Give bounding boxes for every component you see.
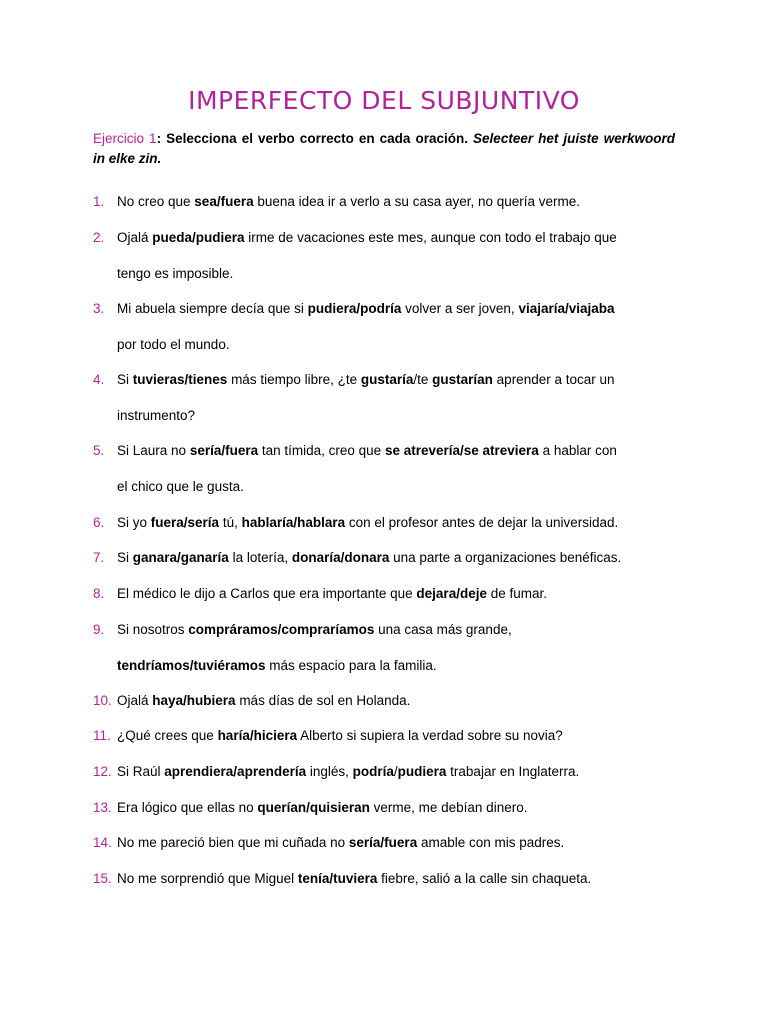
item-number: 1. (93, 194, 105, 209)
item-number: 5. (93, 443, 105, 458)
verb-choice: aprendiera/aprendería (164, 764, 307, 779)
exercise-instruction (93, 129, 675, 169)
sentence-text: trabajar en Inglaterra. (446, 764, 580, 779)
sentence-text: una parte a organizaciones benéficas. (389, 550, 622, 565)
item-number: 2. (93, 230, 105, 245)
sentence-text: volver a ser joven, (401, 301, 519, 316)
item-number: 10. (93, 693, 112, 708)
verb-choice: querían/quisieran (257, 800, 370, 815)
verb-choice: tenía/tuviera (297, 871, 378, 886)
instruction-spanish: Selecciona el verbo correcto en cada oración. (166, 131, 468, 146)
exercise-colon: : (156, 131, 162, 146)
item-number: 6. (93, 515, 105, 530)
verb-choice: haya/hubiera (152, 693, 236, 708)
sentence-line (117, 869, 591, 889)
sentence-text: irme de vacaciones este mes, aunque con todo el trabajo que (244, 230, 617, 245)
verb-choice: viajaría/viajaba (518, 301, 615, 316)
sentence-text: No creo que (117, 194, 195, 209)
sentence-text: Si Laura no (117, 443, 190, 458)
sentence-line (117, 548, 621, 568)
sentence-line-continuation (117, 264, 233, 284)
verb-choice: gustarían (432, 372, 493, 387)
sentence-line (117, 192, 580, 212)
sentence-line-continuation (117, 656, 437, 676)
item-number: 8. (93, 586, 105, 601)
item-number: 9. (93, 622, 105, 637)
verb-choice: sea/fuera (194, 194, 254, 209)
sentence-text: Si nosotros (117, 622, 189, 637)
sentence-line (117, 299, 615, 319)
sentence-text: a hablar con (538, 443, 617, 458)
sentence-text: aprender a tocar un (492, 372, 615, 387)
page-title: IMPERFECTO DEL SUBJUNTIVO (188, 86, 580, 115)
sentence-line (117, 798, 527, 818)
sentence-line (117, 228, 617, 248)
verb-choice: ganara/ganaría (132, 550, 229, 565)
exercise-label: Ejercicio 1 (93, 131, 157, 146)
sentence-text: la lotería, (228, 550, 292, 565)
verb-choice: compráramos/compraríamos (188, 622, 375, 637)
sentence-text: más espacio para la familia. (265, 657, 437, 673)
verb-choice: podría (352, 764, 394, 779)
verb-choice: sería/fuera (189, 443, 259, 458)
verb-choice: donaría/donara (291, 550, 390, 565)
sentence-text: amable con mis padres. (417, 835, 565, 850)
sentence-text: ¿Qué crees que (117, 728, 218, 743)
sentence-text: una casa más grande, (374, 622, 512, 637)
sentence-text: Ojalá (117, 230, 153, 245)
sentence-line (117, 584, 547, 604)
item-number: 3. (93, 301, 105, 316)
sentence-line (117, 691, 410, 711)
sentence-text: instrumento? (117, 407, 196, 423)
sentence-text: buena idea ir a verlo a su casa ayer, no quería verme. (253, 194, 581, 209)
verb-choice: dejara/deje (416, 586, 487, 601)
sentence-line-continuation (117, 335, 230, 355)
sentence-text: Era lógico que ellas no (117, 800, 258, 815)
sentence-text: tan tímida, creo que (258, 443, 385, 458)
verb-choice: sería/fuera (348, 835, 418, 850)
item-number: 13. (93, 800, 112, 815)
verb-choice: pudiera/podría (307, 301, 402, 316)
sentence-text: tú, (219, 515, 242, 530)
verb-choice: fuera/sería (150, 515, 220, 530)
sentence-text: El médico le dijo a Carlos que era importante que (117, 586, 417, 601)
verb-choice: se atrevería/se atreviera (384, 443, 539, 458)
sentence-text: / (393, 764, 398, 779)
sentence-line (117, 833, 564, 853)
sentence-text: Si (117, 550, 133, 565)
instruction-dutch: Selecteer het juiste werkwoord in elke zin. (93, 131, 675, 166)
verb-choice: pueda/pudiera (152, 230, 245, 245)
sentence-line (117, 726, 563, 746)
sentence-text: tengo es imposible. (117, 265, 234, 281)
sentence-text: más días de sol en Holanda. (235, 693, 411, 708)
sentence-text: Si (117, 372, 133, 387)
item-number: 12. (93, 764, 112, 779)
sentence-line (117, 762, 579, 782)
sentence-text: con el profesor antes de dejar la universidad. (345, 515, 619, 530)
sentence-text: verme, me debían dinero. (369, 800, 528, 815)
sentence-text: por todo el mundo. (117, 336, 230, 352)
sentence-text: fiebre, salió a la calle sin chaqueta. (377, 871, 592, 886)
sentence-text: Si Raúl (117, 764, 165, 779)
verb-choice: hablaría/hablara (241, 515, 346, 530)
sentence-line-continuation (117, 406, 195, 426)
item-number: 14. (93, 835, 112, 850)
verb-choice: haría/hiciera (217, 728, 298, 743)
sentence-text: No me pareció bien que mi cuñada no (117, 835, 349, 850)
sentence-line-continuation (117, 477, 244, 497)
verb-choice: gustaría (360, 372, 414, 387)
sentence-line (117, 441, 617, 461)
item-number: 4. (93, 372, 105, 387)
sentence-text: Mi abuela siempre decía que si (117, 301, 308, 316)
sentence-text: Si yo (117, 515, 151, 530)
sentence-line (117, 513, 618, 533)
sentence-text: el chico que le gusta. (117, 478, 244, 494)
sentence-text: /te (413, 372, 433, 387)
sentence-text: Alberto si supiera la verdad sobre su novia? (297, 728, 563, 743)
sentence-line (117, 370, 615, 390)
sentence-text: más tiempo libre, ¿te (227, 372, 361, 387)
verb-choice: pudiera (397, 764, 447, 779)
item-number: 15. (93, 871, 112, 886)
item-number: 11. (93, 728, 111, 743)
sentence-text: de fumar. (486, 586, 548, 601)
verb-choice: tendríamos/tuviéramos (117, 657, 266, 673)
verb-choice: tuvieras/tienes (132, 372, 228, 387)
sentence-text: No me sorprendió que Miguel (117, 871, 298, 886)
item-number: 7. (93, 550, 105, 565)
sentence-text: Ojalá (117, 693, 153, 708)
sentence-line (117, 620, 512, 640)
sentence-text: inglés, (306, 764, 353, 779)
